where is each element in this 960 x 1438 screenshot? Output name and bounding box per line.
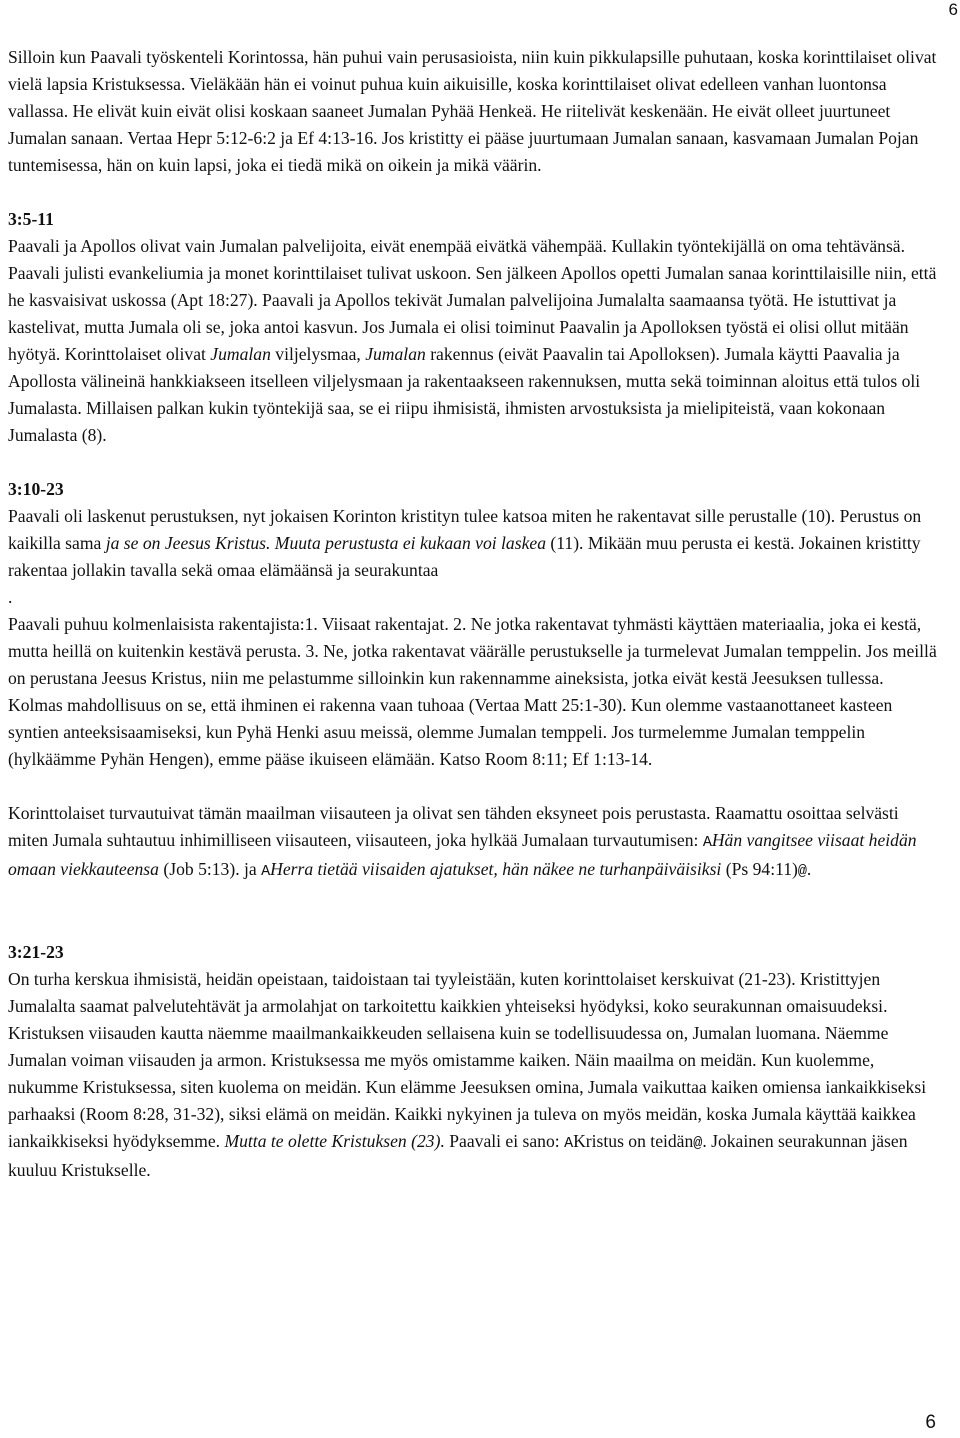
paragraph-text: . Jokainen seurakunnan jäsen kuuluu Kristukselle.	[8, 1131, 908, 1180]
document-body	[8, 44, 940, 1184]
paragraph-intro	[8, 44, 940, 179]
paragraph-wisdom	[8, 800, 940, 885]
paragraph-text: Kristus on teidän	[573, 1131, 694, 1151]
paragraph-text: viljelysmaa,	[270, 344, 366, 364]
symbol-glyph: @	[797, 863, 807, 880]
paragraph-text: Korinttolaiset turvautuivat tämän maailman viisauteen ja olivat sen tähden eksyneet pois perustasta. Raamattu osoittaa selvästi miten Jumala suhtautuu inhimilliseen viisauteen, viisauteen, joka hylkää Jumalaan turvautumisen:	[8, 803, 899, 850]
paragraph-boasting	[8, 966, 940, 1184]
emphasis-text: Herra tietää viisaiden ajatukset, hän näkee ne turhanpäiväisiksi	[270, 859, 722, 879]
page-number-bottom: 6	[925, 1412, 936, 1433]
paragraph-text: Paavali ja Apollos olivat vain Jumalan palvelijoita, eivät enempää eivätkä vähempää. Kullakin työntekijällä on oma tehtävänsä. Paavali julisti evankeliumia ja monet korinttilaiset tulivat uskoon. Sen jälkeen Apollos opetti Jumalan sanaa korinttilaisille niin, että he kasvaisivat uskossa (Apt 18:27). Paavali ja Apollos tekivät Jumalan palvelijoina Jumalalta saamaansa työtä. He istuttivat ja kastelivat, mutta Jumala oli se, joka antoi kasvun. Jos Jumala ei olisi toiminut Paavalin ja Apolloksen työstä ei olisi ollut mitään hyötyä. Korinttolaiset olivat	[8, 236, 937, 364]
paragraph-builders: Paavali puhuu kolmenlaisista rakentajista:1. Viisaat rakentajat. 2. Ne jotka rakentavat tyhmästi käyttäen materiaalia, joka ei kestä, mutta heillä on kuitenkin kestävä perusta. 3. Ne, jotka rakentavat väärälle perustukselle ja turmelevat Jumalan temppelin. Jos meillä on perustana Jeesus Kristus, niin me pelastumme silloinkin kun rakennamme aineksista, jotka eivät kestä Jeesuksen tullessa. Kolmas mahdollisuus on se, että ihminen ei rakenna vaan tuhoaa (Vertaa Matt 25:1-30). Kun olemme vastaanottaneet kasteen syntien anteeksisaamiseksi, kun Pyhä Henki asuu meissä, olemme Jumalan temppeli. Jos turmelemme Jumalan temppelin (hylkäämme Pyhän Hengen), emme pääse ikuiseen elämään. Katso Room 8:11; Ef 1:13-14.	[8, 614, 937, 769]
paragraph-dot: .	[8, 587, 13, 607]
symbol-glyph: A	[702, 834, 712, 851]
section-heading-3-5-11: 3:5-11	[8, 209, 54, 229]
paragraph-text: (11). Mikään muu perusta ei kestä. Jokainen kristitty rakentaa jollakin tavalla sekä omaa elämäänsä ja seurakuntaa	[8, 533, 921, 580]
paragraph-foundation	[8, 503, 940, 584]
paragraph-text: Silloin kun Paavali työskenteli Korintossa, hän puhui vain perusasioista, niin kuin pikkulapsille puhutaan, koska korinttilaiset olivat vielä lapsia Kristuksessa. Vieläkään hän ei voinut puhua kuin aikuisille, koska korinttilaiset olivat edelleen vanhan luontonsa vallassa. He elivät kuin eivät olisi koskaan saaneet Jumalan Pyhää Henkeä. He riitelivät keskenään. He eivät olleet juurtuneet Jumalan sanaan. Vertaa Hepr 5:12-6:2 ja Ef 4:13-16. Jos kristitty ei pääse juurtumaan Jumalan sanaan, kasvamaan Jumalan Pojan tuntemisessa, hän on kuin lapsi, joka ei tiedä mikä on oikein ja mikä väärin.	[8, 47, 937, 175]
symbol-glyph: @	[693, 1135, 703, 1152]
paragraph-text: Paavali oli laskenut perustuksen, nyt jokaisen Korinton kristityn tulee katsoa miten he rakentavat sille perustalle (10). Perustus on kaikilla sama	[8, 506, 922, 553]
emphasis-text: Hän vangitsee viisaat heidän omaan viekkauteensa	[8, 830, 917, 879]
emphasis-text: ja se on Jeesus Kristus. Muuta perustusta ei kukaan voi laskea	[105, 533, 546, 553]
paragraph-text: rakennus (eivät Paavalin tai Apolloksen). Jumala käytti Paavalia ja Apollosta välineinä hankkiakseen itselleen viljelysmaan ja rakentaakseen rakennuksen, mutta sekä toiminnan aloitus että tulos oli Jumalasta. Millaisen palkan kukin työntekijä saa, se ei riipu ihmisistä, ihmisten arvostuksista ja mielipiteistä, vaan kokonaan Jumalasta (8).	[8, 344, 921, 445]
paragraph-text: On turha kerskua ihmisistä, heidän opeistaan, taidoistaan tai tyyleistään, kuten korinttolaiset kerskuivat (21-23). Kristittyjen Jumalalta saamat palvelutehtävät ja armolahjat on tarkoitettu kaikkien yhteiseksi hyödyksi, koko seurakunnan omaisuudeksi. Kristuksen viisauden kautta näemme maailmankaikkeuden sellaisena kuin se todellisuudessa on, Jumalan luomana. Näemme Jumalan voiman viisauden ja armon. Kristuksessa me myös omistamme kaiken. Näin maailma on meidän. Kun kuolemme, nukumme Kristuksessa, siten kuolema on meidän. Kun elämme Jeesuksen omina, Jumala vaikuttaa kaiken omiensa iankaikkiseksi parhaaksi (Room 8:28, 31-32), siksi elämä on meidän. Kaikki nykyinen ja tuleva on myös meidän, koska Jumala käyttää kaikkea iankaikkiseksi hyödyksemme.	[8, 969, 927, 1151]
emphasis-text: Jumalan	[210, 344, 271, 364]
emphasis-text: Jumalan	[365, 344, 426, 364]
page-number-top: 6	[948, 0, 958, 19]
section-heading-3-10-23: 3:10-23	[8, 479, 64, 499]
paragraph-text: (Job 5:13). ja	[158, 859, 262, 879]
paragraph-text: (Ps 94:11)	[721, 859, 798, 879]
symbol-glyph: A	[261, 863, 271, 880]
paragraph-servants	[8, 233, 940, 449]
emphasis-text: Mutta te olette Kristuksen (23).	[224, 1131, 445, 1151]
paragraph-text: Paavali ei sano:	[444, 1131, 565, 1151]
section-heading-3-21-23: 3:21-23	[8, 942, 64, 962]
symbol-glyph: A	[564, 1135, 574, 1152]
paragraph-text: .	[806, 859, 812, 879]
